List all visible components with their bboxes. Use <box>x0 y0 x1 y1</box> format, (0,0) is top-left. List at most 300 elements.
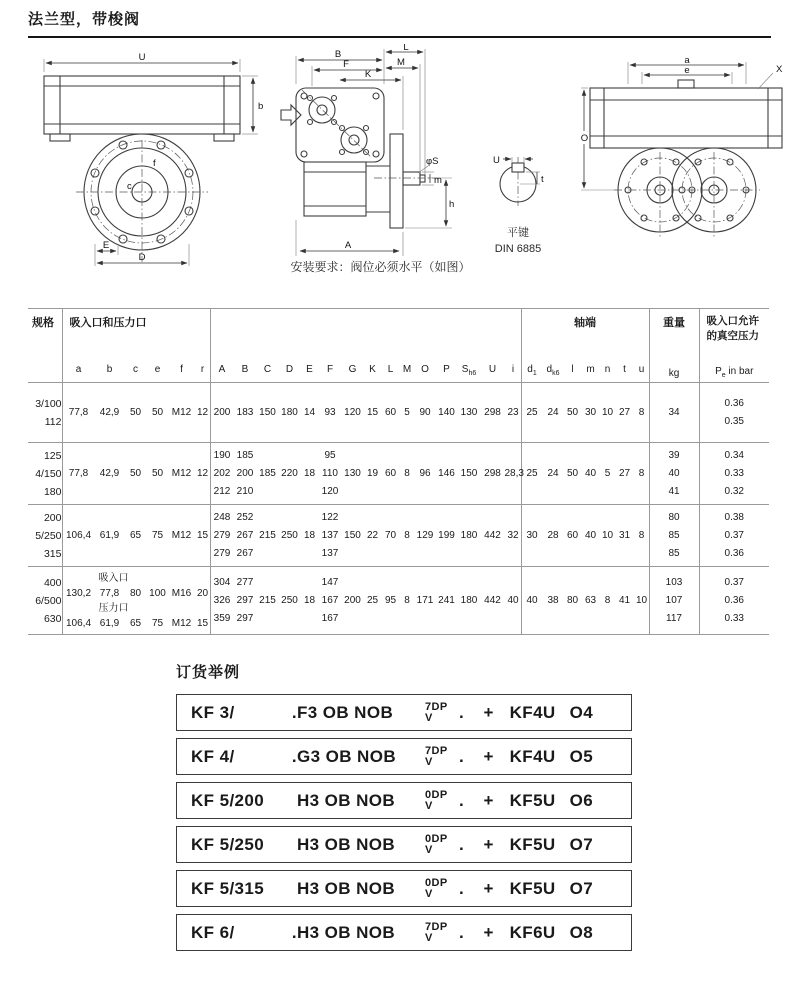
column-letter: D <box>285 364 294 375</box>
value: 442 <box>484 529 501 541</box>
technical-drawings <box>28 42 783 296</box>
example-code: H3 OB NOB <box>297 878 396 898</box>
value: 107 <box>665 594 683 606</box>
value: 8 <box>404 594 410 606</box>
value <box>436 574 458 592</box>
value: 140 <box>438 406 455 418</box>
value <box>342 610 364 628</box>
header-weight: 重量 <box>649 309 699 359</box>
value: 95 <box>324 449 336 461</box>
value <box>382 545 400 563</box>
example-model-slot <box>191 879 297 899</box>
value: 80 <box>668 511 680 523</box>
value: 12 <box>196 467 209 479</box>
dim-label-X: X <box>776 64 783 75</box>
spec-size: 6/500 <box>35 594 62 607</box>
examples-heading: 订货举例 <box>176 664 241 681</box>
dim-label-f: f <box>153 158 156 169</box>
value: 212 <box>213 485 231 497</box>
value: 215 <box>259 529 276 541</box>
example-port-code: O7 <box>569 878 594 898</box>
value: 60 <box>566 529 579 541</box>
drawing-key-detail <box>487 154 549 208</box>
value: 0.36 <box>724 547 744 559</box>
vacuum-cell <box>699 383 769 443</box>
example-valve-top: 0DP <box>425 789 448 801</box>
value <box>342 509 364 527</box>
value: 297 <box>236 612 254 624</box>
column-letter: a <box>75 364 82 375</box>
example-code: F3 OB NOB <box>297 702 394 722</box>
value <box>279 447 301 465</box>
value: 8 <box>638 467 645 479</box>
vacuum-cell <box>699 443 769 505</box>
shaft-cell <box>521 443 649 505</box>
column-letter: B <box>241 364 249 375</box>
value: 27 <box>618 406 631 418</box>
value: 0.36 <box>724 397 744 409</box>
valve-block <box>296 88 384 162</box>
value: 200 <box>213 406 231 418</box>
value <box>364 574 382 592</box>
value: 200 <box>236 467 254 479</box>
value <box>505 447 522 465</box>
column-letter: $S_{h6}$ <box>461 364 477 377</box>
dim-label-b: b <box>258 101 264 112</box>
column-letter: G <box>348 364 357 375</box>
header-dims-spacer <box>210 309 521 359</box>
value: 61,9 <box>99 529 120 541</box>
example-model: KF 4/ <box>191 746 235 766</box>
dims-cell <box>210 383 521 443</box>
example-plus-sign: + <box>483 922 494 942</box>
value <box>436 610 458 628</box>
value: M12 <box>171 406 192 418</box>
value: 42,9 <box>99 406 120 418</box>
spec-cell <box>28 383 62 443</box>
example-valve-top: 7DP <box>425 921 448 933</box>
example-model: KF 5/250 <box>191 834 265 854</box>
value: 23 <box>507 406 519 418</box>
value <box>481 610 505 628</box>
value: 137 <box>321 529 339 541</box>
value: 39 <box>668 449 680 461</box>
order-example-row <box>176 870 632 907</box>
value <box>458 447 481 465</box>
value: 150 <box>460 467 478 479</box>
spec-cell <box>28 567 62 635</box>
value <box>458 545 481 563</box>
value: 30 <box>526 529 538 541</box>
value <box>382 610 400 628</box>
column-letter: m <box>586 364 595 375</box>
rear-body <box>590 80 782 148</box>
value: 85 <box>668 529 680 541</box>
vacuum-cell <box>699 567 769 635</box>
value: 220 <box>281 467 298 479</box>
value: 93 <box>324 406 336 418</box>
column-letter: U <box>488 364 497 375</box>
order-example-row <box>176 826 632 863</box>
value: 15 <box>196 617 209 629</box>
value <box>279 545 301 563</box>
weight-cell <box>649 383 699 443</box>
weight-cell <box>649 443 699 505</box>
value: 8 <box>404 467 410 479</box>
value <box>257 574 279 592</box>
value <box>257 610 279 628</box>
dim-label-E: E <box>102 240 110 251</box>
dims-cell <box>210 567 521 635</box>
example-dot2: . <box>459 878 465 898</box>
value <box>505 509 522 527</box>
value: 0.38 <box>724 511 744 523</box>
value <box>382 509 400 527</box>
value <box>342 574 364 592</box>
value: 77,8 <box>68 467 89 479</box>
value: 15 <box>196 529 209 541</box>
column-letter: n <box>604 364 611 375</box>
value: 25 <box>526 467 538 479</box>
order-example-row <box>176 782 632 819</box>
value: 40 <box>526 594 538 606</box>
value: 19 <box>366 467 379 479</box>
example-dot2: . <box>459 922 465 942</box>
value: 304 <box>213 576 231 588</box>
example-valve-bottom: V <box>425 887 433 900</box>
value <box>400 447 415 465</box>
value <box>415 447 436 465</box>
header-shaft: 轴端 <box>521 309 649 359</box>
value: 0.32 <box>724 485 744 497</box>
example-plus-sign: + <box>483 878 494 898</box>
example-valve-stack <box>425 922 448 943</box>
vacuum-cell <box>699 505 769 567</box>
example-valve-top: 0DP <box>425 877 448 889</box>
column-letter: M <box>402 364 412 375</box>
value: 167 <box>321 612 339 624</box>
value <box>364 447 382 465</box>
value <box>301 447 319 465</box>
value: 77,8 <box>99 587 120 599</box>
ports-cell <box>62 505 210 567</box>
example-dot: . <box>291 746 297 766</box>
example-valve-bottom: V <box>425 931 433 944</box>
header-vacuum-line: 的真空压力 <box>706 330 759 342</box>
example-port-code: O7 <box>569 834 594 854</box>
spec-cell <box>28 443 62 505</box>
value <box>382 574 400 592</box>
column-letter: F <box>326 364 334 375</box>
order-example-row <box>176 694 632 731</box>
value: 297 <box>236 594 254 606</box>
value <box>415 610 436 628</box>
value: 150 <box>259 406 276 418</box>
example-unit-code: KF4U <box>509 702 556 722</box>
example-unit-code: KF6U <box>509 922 556 942</box>
column-letter: i <box>511 364 515 375</box>
value: 150 <box>344 529 361 541</box>
value: 34 <box>668 406 680 418</box>
value <box>364 483 382 501</box>
header-vacuum-line: 吸入口允许 <box>706 315 759 327</box>
value: 28,3 <box>504 467 524 479</box>
value: 120 <box>321 485 339 497</box>
spec-size: 630 <box>43 612 62 625</box>
value: 8 <box>638 529 645 541</box>
column-letter: c <box>133 364 138 375</box>
value: 10 <box>601 406 614 418</box>
example-model-slot <box>191 703 297 723</box>
value <box>436 545 458 563</box>
value <box>400 509 415 527</box>
column-letter: $d_{k6}$ <box>546 364 560 377</box>
value: 80 <box>129 587 142 599</box>
key-caption-line1: 平键 <box>507 227 529 239</box>
order-example-row <box>176 738 632 775</box>
column-letter: E <box>306 364 313 375</box>
example-valve-bottom: V <box>425 843 433 856</box>
value <box>382 447 400 465</box>
value: 180 <box>460 529 478 541</box>
value: 199 <box>438 529 455 541</box>
value: 75 <box>151 617 164 629</box>
value: 8 <box>638 406 645 418</box>
value <box>301 483 319 501</box>
ports-cell <box>62 383 210 443</box>
value <box>400 574 415 592</box>
value: 117 <box>666 612 682 624</box>
value <box>481 509 505 527</box>
value: 77,8 <box>68 406 89 418</box>
spec-size: 5/250 <box>35 529 62 542</box>
value <box>481 545 505 563</box>
dim-label-c: c <box>127 181 132 192</box>
value: 0.33 <box>724 612 744 624</box>
value <box>342 483 364 501</box>
shaft-cell <box>521 567 649 635</box>
value: M12 <box>171 467 192 479</box>
header-spec: 规格 <box>32 317 54 329</box>
dim-label-B: B <box>334 49 342 60</box>
example-valve-stack <box>425 834 448 855</box>
value: 298 <box>484 406 501 418</box>
spec-size: 125 <box>43 449 62 462</box>
value: 185 <box>236 449 254 461</box>
value: 210 <box>236 485 254 497</box>
value: 41 <box>618 594 631 606</box>
column-letter: K <box>369 364 376 375</box>
order-examples <box>28 694 771 951</box>
example-model: KF 5/315 <box>191 878 265 898</box>
column-letter: $P_e$ in bar <box>715 366 754 379</box>
example-dot2: . <box>459 790 465 810</box>
value: 279 <box>213 529 231 541</box>
install-note: 安装要求：阀位必须水平（如图） <box>290 260 471 274</box>
value: 267 <box>236 547 254 559</box>
value: 190 <box>213 449 231 461</box>
example-plus-sign: + <box>483 834 494 854</box>
value: M12 <box>171 617 192 629</box>
value: 95 <box>384 594 397 606</box>
value: 24 <box>547 406 559 418</box>
column-letter: kg <box>668 368 680 379</box>
value: 147 <box>321 576 339 588</box>
value: 50 <box>151 467 164 479</box>
value: 0.34 <box>724 449 744 461</box>
weight-cell <box>649 505 699 567</box>
example-dot2: . <box>459 746 465 766</box>
example-model-slot <box>191 747 297 767</box>
example-valve-stack <box>425 878 448 899</box>
value <box>279 483 301 501</box>
column-letter: b <box>106 364 113 375</box>
value <box>436 447 458 465</box>
value: 60 <box>384 467 397 479</box>
value: 10 <box>601 529 614 541</box>
value <box>364 610 382 628</box>
value: 137 <box>321 547 339 559</box>
value: 0.35 <box>724 415 744 427</box>
example-unit-code: KF5U <box>509 878 556 898</box>
column-letter: u <box>638 364 645 375</box>
value <box>257 509 279 527</box>
value: 32 <box>507 529 519 541</box>
value: 267 <box>236 529 254 541</box>
value: 0.37 <box>724 529 744 541</box>
value: 18 <box>303 594 316 606</box>
value <box>279 509 301 527</box>
value: 15 <box>366 406 379 418</box>
spec-size: 200 <box>43 511 62 524</box>
value: 0.37 <box>724 576 744 588</box>
dim-label-m: m <box>434 175 442 186</box>
weight-letter <box>649 359 699 383</box>
example-valve-bottom: V <box>425 799 433 812</box>
value <box>382 483 400 501</box>
dim-label-e: e <box>684 65 690 76</box>
page-title: 法兰型，带梭阀 <box>28 8 771 38</box>
value: 215 <box>259 594 276 606</box>
value: 185 <box>259 467 276 479</box>
dim-label-M: M <box>397 57 405 68</box>
value <box>364 509 382 527</box>
dims-cell <box>210 443 524 505</box>
value <box>505 545 522 563</box>
dim-label-F: F <box>343 59 349 70</box>
value: 85 <box>668 547 680 559</box>
value <box>481 447 505 465</box>
value: 110 <box>322 467 338 479</box>
value <box>257 545 279 563</box>
order-example-row <box>176 914 632 951</box>
value <box>400 483 415 501</box>
example-valve-stack <box>425 790 448 811</box>
value <box>301 610 319 628</box>
header-vacuum <box>699 309 769 359</box>
spec-cell <box>28 505 62 567</box>
spec-size: 4/150 <box>35 467 62 480</box>
dim-label-K: K <box>364 69 372 80</box>
example-unit-code: KF5U <box>509 834 556 854</box>
value <box>257 483 279 501</box>
value: 326 <box>213 594 231 606</box>
value: 167 <box>321 594 339 606</box>
value: 183 <box>236 406 254 418</box>
spec-size: 400 <box>43 576 62 589</box>
port-label: 压力口 <box>98 602 129 614</box>
value: 171 <box>416 594 434 606</box>
value: 50 <box>129 406 142 418</box>
example-unit-code: KF5U <box>509 790 556 810</box>
value <box>301 545 319 563</box>
value <box>415 574 436 592</box>
example-port-code: O5 <box>569 746 594 766</box>
dim-label-L: L <box>403 44 409 53</box>
value: 100 <box>149 587 166 599</box>
value <box>415 545 436 563</box>
value <box>436 509 458 527</box>
shaft-cell <box>521 505 649 567</box>
vacuum-letter <box>699 359 769 383</box>
value <box>481 483 505 501</box>
example-model-slot <box>191 923 297 943</box>
example-code: H3 OB NOB <box>297 834 396 854</box>
shaft-cell <box>521 383 649 443</box>
value: 80 <box>566 594 579 606</box>
value: 20 <box>196 587 209 599</box>
value: 359 <box>213 612 231 624</box>
value: 8 <box>604 594 611 606</box>
value: 65 <box>129 529 142 541</box>
column-letter: C <box>263 364 272 375</box>
example-dot: . <box>291 922 297 942</box>
value <box>415 509 436 527</box>
value <box>458 509 481 527</box>
value: 90 <box>419 406 431 418</box>
value: 10 <box>635 594 648 606</box>
example-plus-sign: + <box>483 702 494 722</box>
dim-label-t: t <box>541 174 544 185</box>
value: 42,9 <box>99 467 120 479</box>
value: 28 <box>547 529 559 541</box>
dim-label-phiS: φS <box>426 156 439 167</box>
specification-table <box>28 308 769 635</box>
example-model-slot <box>191 791 297 811</box>
value: 75 <box>151 529 164 541</box>
value <box>505 610 522 628</box>
value: 50 <box>129 467 142 479</box>
example-port-code: O6 <box>569 790 594 810</box>
key-caption <box>473 226 563 258</box>
spec-size: 112 <box>44 415 62 428</box>
example-valve-top: 0DP <box>425 833 448 845</box>
example-port-code: O4 <box>569 702 594 722</box>
value: 8 <box>404 529 410 541</box>
value: 103 <box>665 576 683 588</box>
value: 40 <box>584 467 597 479</box>
value: 122 <box>321 511 339 523</box>
example-model: KF 3/ <box>191 702 235 722</box>
value: 70 <box>384 529 397 541</box>
value <box>257 447 279 465</box>
spec-size: 315 <box>43 547 62 560</box>
value: 18 <box>303 467 316 479</box>
example-valve-stack <box>425 746 448 767</box>
column-letter: r <box>200 364 205 375</box>
value: 130 <box>344 467 361 479</box>
value: 5 <box>404 406 410 418</box>
